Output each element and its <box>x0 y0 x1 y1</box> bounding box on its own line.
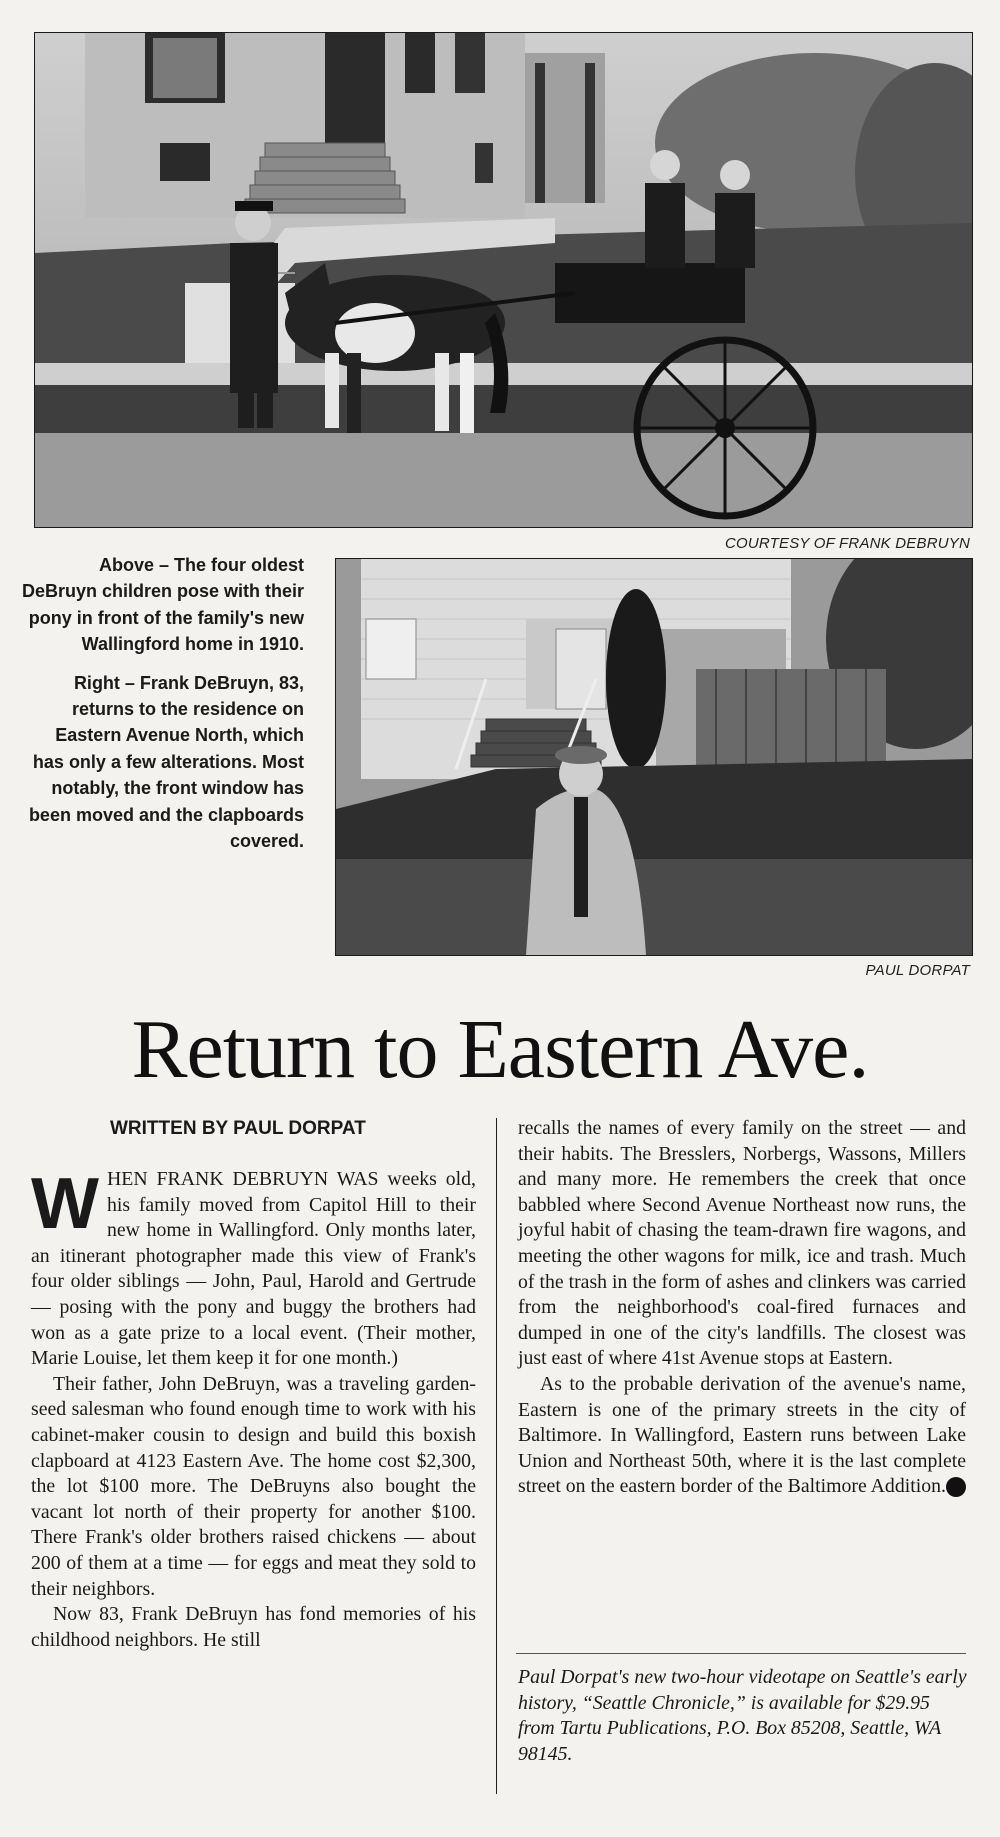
caption-above: Above – The four oldest DeBruyn children pose with their pony in front of the family's new Wallingford home in 1910. <box>21 555 304 655</box>
photo-caption <box>20 552 304 866</box>
footnote-rule <box>516 1653 966 1654</box>
photo-credit-top: COURTESY OF FRANK DEBRUYN <box>724 535 970 552</box>
footnote: Paul Dorpat's new two-hour videotape on Seattle's early history, “Seattle Chronicle,” is available for $29.95 from Tartu Publications, P.O. Box 85208, Seattle, WA 98145. <box>518 1666 967 1765</box>
paragraph-1-text: HEN FRANK DEBRUYN WAS weeks old, his family moved from Capitol Hill to their new home in Wallingford. Only months later, an itinerant photographer made this view of Frank's four older siblings — John, Paul, Harold and Gertrude — posing with the pony and buggy the brothers had won as a gate prize to a local event. (Their mother, Marie Louise, let them keep it for one month.) <box>31 1168 476 1370</box>
drop-cap: W <box>31 1164 99 1244</box>
end-mark-icon: P <box>946 1477 966 1497</box>
column-divider <box>496 1118 497 1794</box>
article-column-left <box>31 1164 476 1653</box>
caption-right: Right – Frank DeBruyn, 83, returns to the residence on Eastern Avenue North, which has only a few alterations. Most notably, the front window has been moved and the clapboards covered. <box>28 672 304 852</box>
paragraph-3-continued: recalls the names of every family on the street — and their habits. The Bresslers, Norbergs, Wassons, Millers and many more. He remembers the creek that once babbled where Second Avenue Northeast now runs, the joyful habit of chasing the team-drawn fire wagons, and meeting the other wagons for milk, ice and trash. Much of the trash in the form of ashes and clinkers was carried from the neighborhood's coal-fired furnaces and dumped in one of the city's landfills. The closest was just east of where 41st Avenue stops at Eastern. <box>518 1117 966 1370</box>
paragraph-4-text: As to the probable derivation of the avenue's name, Eastern is one of the primary streets in the city of Baltimore. In Wallingford, Eastern runs between Lake Union and Northeast 50th, where it is the last complete street on the eastern border of the Baltimore Addition. <box>518 1372 966 1498</box>
historical-photo-pony-buggy <box>34 32 973 528</box>
paragraph-3: Now 83, Frank DeBruyn has fond memories of his childhood neighbors. He still <box>31 1603 476 1651</box>
modern-photo-frank-debruyn <box>335 558 973 956</box>
article-headline: Return to Eastern Ave. <box>131 1003 869 1096</box>
photo-credit-right: PAUL DORPAT <box>865 962 970 979</box>
paragraph-4 <box>518 1372 977 1500</box>
byline: WRITTEN BY PAUL DORPAT <box>110 1118 366 1139</box>
paragraph-1 <box>31 1164 476 1372</box>
article-column-right <box>518 1116 977 1500</box>
paragraph-2: Their father, John DeBruyn, was a traveling garden-seed salesman who found enough time to work with his cabinet-maker cousin to design and build this boxish clapboard at 4123 Eastern Ave. The home cost $2,300, the lot $100 more. The DeBruyns also bought the vacant lot north of their property for another $100. There Frank's older brothers raised chickens — about 200 of them at a time — for eggs and meat they sold to their neighbors. <box>31 1372 476 1600</box>
